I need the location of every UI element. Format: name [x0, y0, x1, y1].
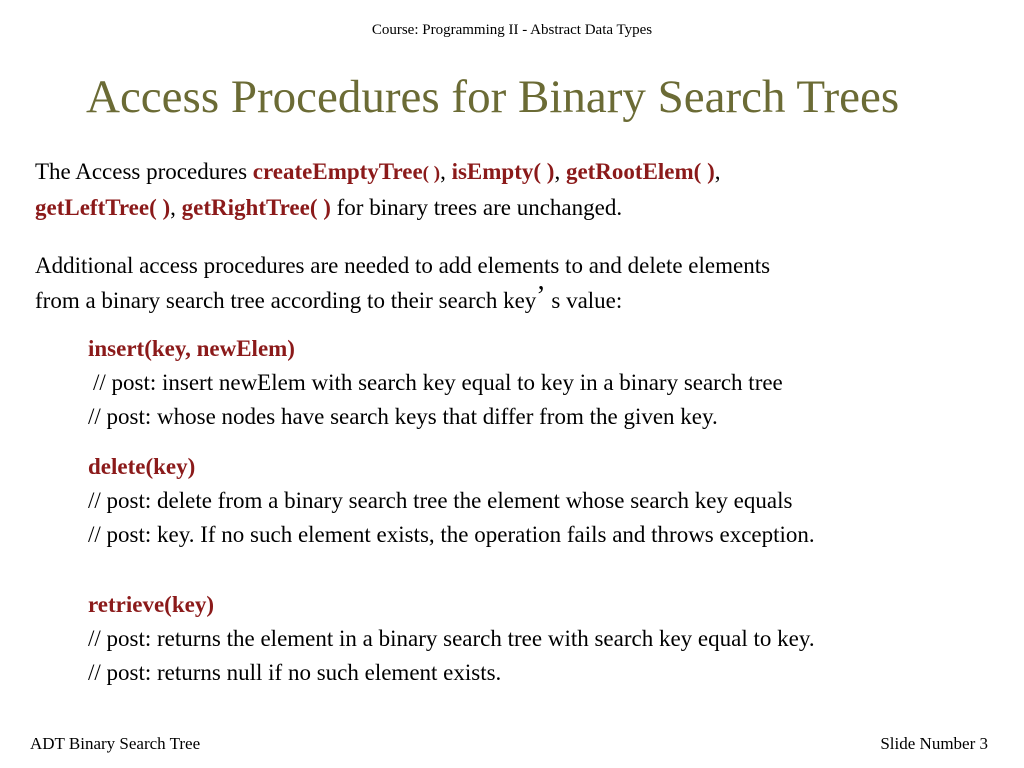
apostrophe: ’ [536, 281, 546, 312]
footer-slide-topic: ADT Binary Search Tree [30, 734, 201, 753]
procedure-comment: // post: insert newElem with search key equal to key in a binary search tree [93, 370, 783, 395]
procedure-comment: // post: key. If no such element exists, the operation fails and throws exception. [88, 522, 815, 547]
footer-slide-number: Slide Number 3 [880, 734, 988, 753]
procedure-comment: // post: returns the element in a binary search tree with search key equal to key. [88, 626, 815, 651]
procedure-get-right-tree: getRightTree( ) [181, 195, 331, 220]
procedure-get-root-elem: getRootElem( ) [565, 159, 715, 184]
intro-prefix: The Access procedures [35, 159, 253, 184]
procedure-retrieve [88, 588, 1008, 690]
procedure-signature: retrieve(key) [88, 592, 214, 617]
procedure-comment: // post: whose nodes have search keys that differ from the given key. [88, 404, 718, 429]
procedure-is-empty: isEmpty( ) [451, 159, 555, 184]
course-header: Course: Programming II - Abstract Data Types [371, 22, 653, 38]
separator: , [440, 159, 452, 184]
procedure-comment: // post: returns null if no such element exists. [88, 660, 502, 685]
additional-line-2-end: s value: [545, 288, 623, 313]
procedure-comment: // post: delete from a binary search tree the element whose search key equals [88, 488, 793, 513]
procedure-get-left-tree: getLeftTree( ) [35, 195, 171, 220]
procedure-create-empty-tree-parens: ( ) [422, 163, 441, 184]
separator: , [170, 195, 182, 220]
additional-line-2 [35, 283, 995, 318]
additional-line-2-text: from a binary search tree according to their search key [35, 288, 537, 313]
slide-title: Access Procedures for Binary Search Trees [86, 71, 900, 123]
intro-suffix: for binary trees are unchanged. [330, 195, 623, 220]
additional-paragraph [35, 249, 995, 318]
procedure-create-empty-tree: createEmptyTree [252, 159, 423, 184]
procedure-signature: delete(key) [88, 454, 196, 479]
procedure-delete [88, 450, 1008, 552]
separator: , [714, 159, 721, 184]
procedure-insert [88, 332, 1008, 434]
intro-paragraph [35, 155, 995, 225]
procedure-signature: insert(key, newElem) [88, 336, 295, 361]
additional-line-1: Additional access procedures are needed to add elements to and delete elements [35, 253, 771, 278]
separator: , [554, 159, 566, 184]
